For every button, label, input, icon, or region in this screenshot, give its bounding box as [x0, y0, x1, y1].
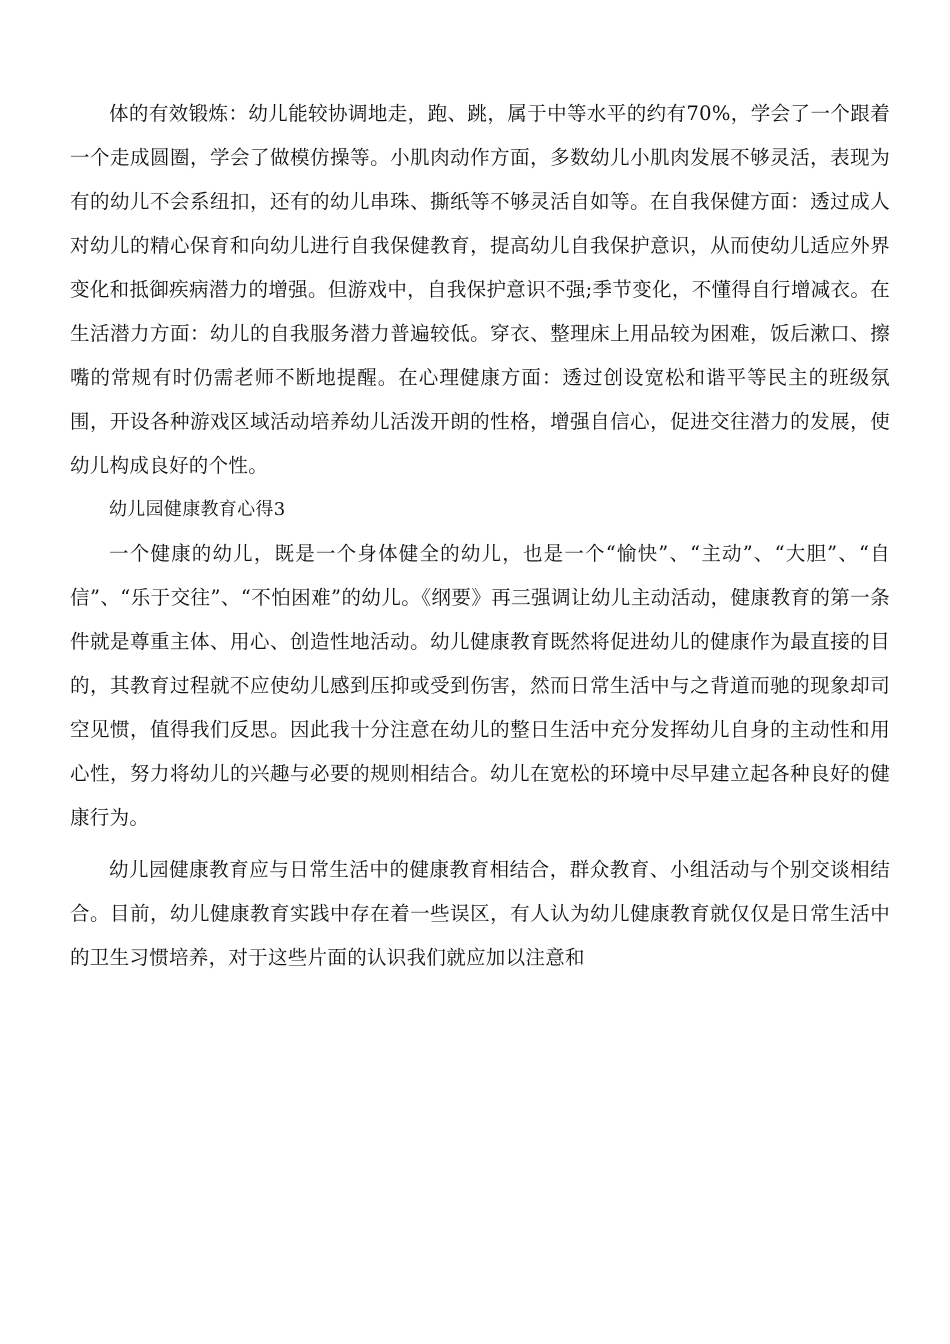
paragraph-healthy-child: 一个健康的幼儿，既是一个身体健全的幼儿，也是一个“愉快”、“主动”、“大胆”、“自信”、“乐于交往”、“不怕困难”的幼儿。《纲要》再三强调让幼儿主动活动，健康教育的第一条件就是尊重主体、用心、创造性地活动。幼儿健康教育既然将促进幼儿的健康作为最直接的目的，其教育过程就不应使幼儿感到压抑或受到伤害，然而日常生活中与之背道而驰的现象却司空见惯，值得我们反思。因此我十分注意在幼儿的整日生活中充分发挥幼儿自身的主动性和用心性，努力将幼儿的兴趣与必要的规则相结合。幼儿在宽松的环境中尽早建立起各种良好的健康行为。 — [70, 542, 890, 829]
section-heading: 幼儿园健康教育心得3 — [109, 499, 286, 520]
paragraph-health-education: 幼儿园健康教育应与日常生活中的健康教育相结合，群众教育、小组活动与个别交谈相结合。目前，幼儿健康教育实践中存在着一些误区，有人认为幼儿健康教育就仅仅是日常生活中的卫生习惯培养，对于这些片面的认识我们就应加以注意和 — [70, 858, 890, 969]
paragraph-gap — [70, 840, 890, 848]
document-body — [70, 92, 890, 980]
paragraph-physical-development: 体的有效锻炼：幼儿能较协调地走，跑、跳，属于中等水平的约有70%，学会了一个跟着一个走成圆圈，学会了做模仿操等。小肌肉动作方面，多数幼儿小肌肉发展不够灵活，表现为有的幼儿不会系纽扣，还有的幼儿串珠、撕纸等不够灵活自如等。在自我保健方面：透过成人对幼儿的精心保育和向幼儿进行自我保健教育，提高幼儿自我保护意识，从而使幼儿适应外界变化和抵御疾病潜力的增强。但游戏中，自我保护意识不强;季节变化，不懂得自行增减衣。在生活潜力方面：幼儿的自我服务潜力普遍较低。穿衣、整理床上用品较为困难，饭后漱口、擦嘴的常规有时仍需老师不断地提醒。在心理健康方面：透过创设宽松和谐平等民主的班级氛围，开设各种游戏区域活动培养幼儿活泼开朗的性格，增强自信心，促进交往潜力的发展，使幼儿构成良好的个性。 — [70, 102, 890, 477]
